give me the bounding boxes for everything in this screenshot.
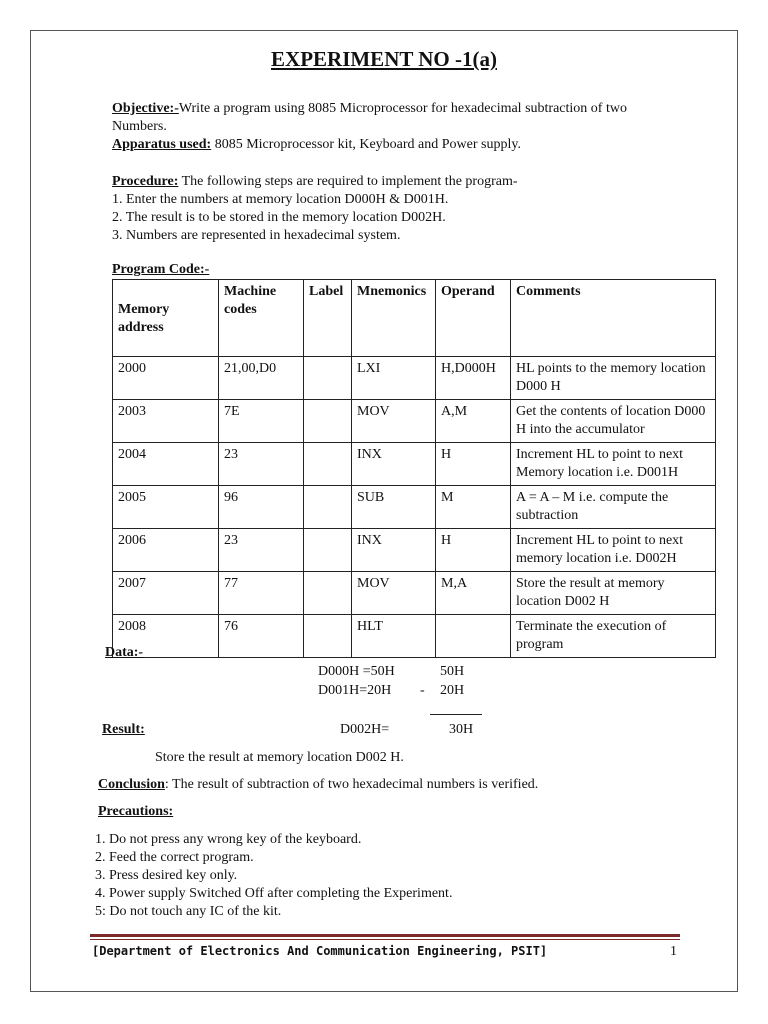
cell-machine-code: 7E xyxy=(219,400,304,443)
cell-comment: HL points to the memory location D000 H xyxy=(511,357,716,400)
procedure-step: 1. Enter the numbers at memory location D000H & D001H. xyxy=(112,192,449,207)
cell-operand: M,A xyxy=(436,572,511,615)
table-row xyxy=(113,357,716,400)
cell-mnemonic: LXI xyxy=(352,357,436,400)
cell-mnemonic: MOV xyxy=(352,400,436,443)
procedure-intro: The following steps are required to implement the program- xyxy=(178,174,518,189)
apparatus-label: Apparatus used: xyxy=(112,137,212,152)
table-row xyxy=(113,443,716,486)
cell-machine-code: 23 xyxy=(219,443,304,486)
precaution-item: 1. Do not press any wrong key of the keyboard. xyxy=(95,832,362,847)
cell-machine-code: 76 xyxy=(219,615,304,658)
header-operand: Operand xyxy=(436,280,511,357)
cell-operand: A,M xyxy=(436,400,511,443)
cell-operand: H xyxy=(436,529,511,572)
cell-label xyxy=(304,572,352,615)
precautions-list xyxy=(95,831,452,921)
page-title: EXPERIMENT NO -1(a) xyxy=(271,47,497,71)
header-mnemonics: Mnemonics xyxy=(352,280,436,357)
result-eq-left: D002H= xyxy=(340,722,390,737)
precaution-item: 4. Power supply Switched Off after completing the Experiment. xyxy=(95,886,453,901)
result-label: Result: xyxy=(102,722,145,737)
cell-mnemonic: SUB xyxy=(352,486,436,529)
cell-mnemonic: HLT xyxy=(352,615,436,658)
cell-label xyxy=(304,486,352,529)
cell-machine-code: 21,00,D0 xyxy=(219,357,304,400)
program-code-table xyxy=(112,279,716,658)
precaution-item: 3. Press desired key only. xyxy=(95,868,238,883)
footer-department: [Department of Electronics And Communication Engineering, PSIT] xyxy=(92,944,548,958)
cell-address: 2000 xyxy=(113,357,219,400)
data-line1-right: 50H xyxy=(440,664,465,679)
table-row xyxy=(113,529,716,572)
procedure-step: 2. The result is to be stored in the memory location D002H. xyxy=(112,210,446,225)
procedure-section xyxy=(112,173,518,245)
cell-comment: Store the result at memory location D002 H xyxy=(511,572,716,615)
cell-comment: Increment HL to point to next memory location i.e. D002H xyxy=(511,529,716,572)
table-header-row xyxy=(113,280,716,357)
cell-comment: Increment HL to point to next Memory location i.e. D001H xyxy=(511,443,716,486)
cell-mnemonic: MOV xyxy=(352,572,436,615)
data-line2-operator: - xyxy=(420,683,425,698)
data-line2-left: D001H=20H xyxy=(318,683,392,698)
procedure-step: 3. Numbers are represented in hexadecimal system. xyxy=(112,228,401,243)
cell-comment: A = A – M i.e. compute the subtraction xyxy=(511,486,716,529)
data-line2-right: 20H xyxy=(440,683,465,698)
objective-label: Objective:- xyxy=(112,101,179,116)
footer-rule-thin xyxy=(90,939,680,940)
cell-address: 2003 xyxy=(113,400,219,443)
precautions-label: Precautions: xyxy=(98,804,174,819)
cell-address: 2004 xyxy=(113,443,219,486)
objective-section xyxy=(112,100,627,154)
result-note: Store the result at memory location D002 H. xyxy=(155,750,404,765)
footer-rule xyxy=(90,934,680,937)
cell-operand xyxy=(436,615,511,658)
cell-label xyxy=(304,357,352,400)
table-row xyxy=(113,486,716,529)
precaution-item: 2. Feed the correct program. xyxy=(95,850,254,865)
cell-mnemonic: INX xyxy=(352,529,436,572)
cell-machine-code: 23 xyxy=(219,529,304,572)
cell-machine-code: 96 xyxy=(219,486,304,529)
objective-text: Write a program using 8085 Microprocessor for hexadecimal subtraction of two xyxy=(178,101,627,116)
cell-label xyxy=(304,400,352,443)
cell-comment: Get the contents of location D000 H into the accumulator xyxy=(511,400,716,443)
subtraction-line xyxy=(430,714,482,715)
cell-machine-code: 77 xyxy=(219,572,304,615)
cell-address: 2005 xyxy=(113,486,219,529)
cell-label xyxy=(304,443,352,486)
cell-address: 2007 xyxy=(113,572,219,615)
cell-operand: M xyxy=(436,486,511,529)
table-row xyxy=(113,400,716,443)
precaution-item: 5: Do not touch any IC of the kit. xyxy=(95,904,282,919)
data-label: Data:- xyxy=(105,645,144,660)
result-eq-right: 30H xyxy=(449,722,474,737)
program-code-label: Program Code:- xyxy=(112,262,210,277)
procedure-label: Procedure: xyxy=(112,174,179,189)
table-row xyxy=(113,615,716,658)
cell-mnemonic: INX xyxy=(352,443,436,486)
apparatus-text: 8085 Microprocessor kit, Keyboard and Power supply. xyxy=(211,137,521,152)
cell-address: 2006 xyxy=(113,529,219,572)
header-comments: Comments xyxy=(511,280,716,357)
table-row xyxy=(113,572,716,615)
cell-operand: H xyxy=(436,443,511,486)
conclusion-section xyxy=(98,777,538,793)
cell-comment: Terminate the execution of program xyxy=(511,615,716,658)
conclusion-label: Conclusion xyxy=(98,777,165,792)
header-label: Label xyxy=(304,280,352,357)
cell-label xyxy=(304,615,352,658)
header-machine-codes: Machine codes xyxy=(219,280,304,357)
cell-label xyxy=(304,529,352,572)
cell-operand: H,D000H xyxy=(436,357,511,400)
data-line1-left: D000H =50H xyxy=(318,664,395,679)
cell-address: 2008 xyxy=(113,615,219,658)
conclusion-text: : The result of subtraction of two hexadecimal numbers is verified. xyxy=(164,777,539,792)
page-number: 1 xyxy=(670,944,677,959)
header-memory-address: Memory address xyxy=(113,280,219,357)
objective-text-cont: Numbers. xyxy=(112,119,167,134)
